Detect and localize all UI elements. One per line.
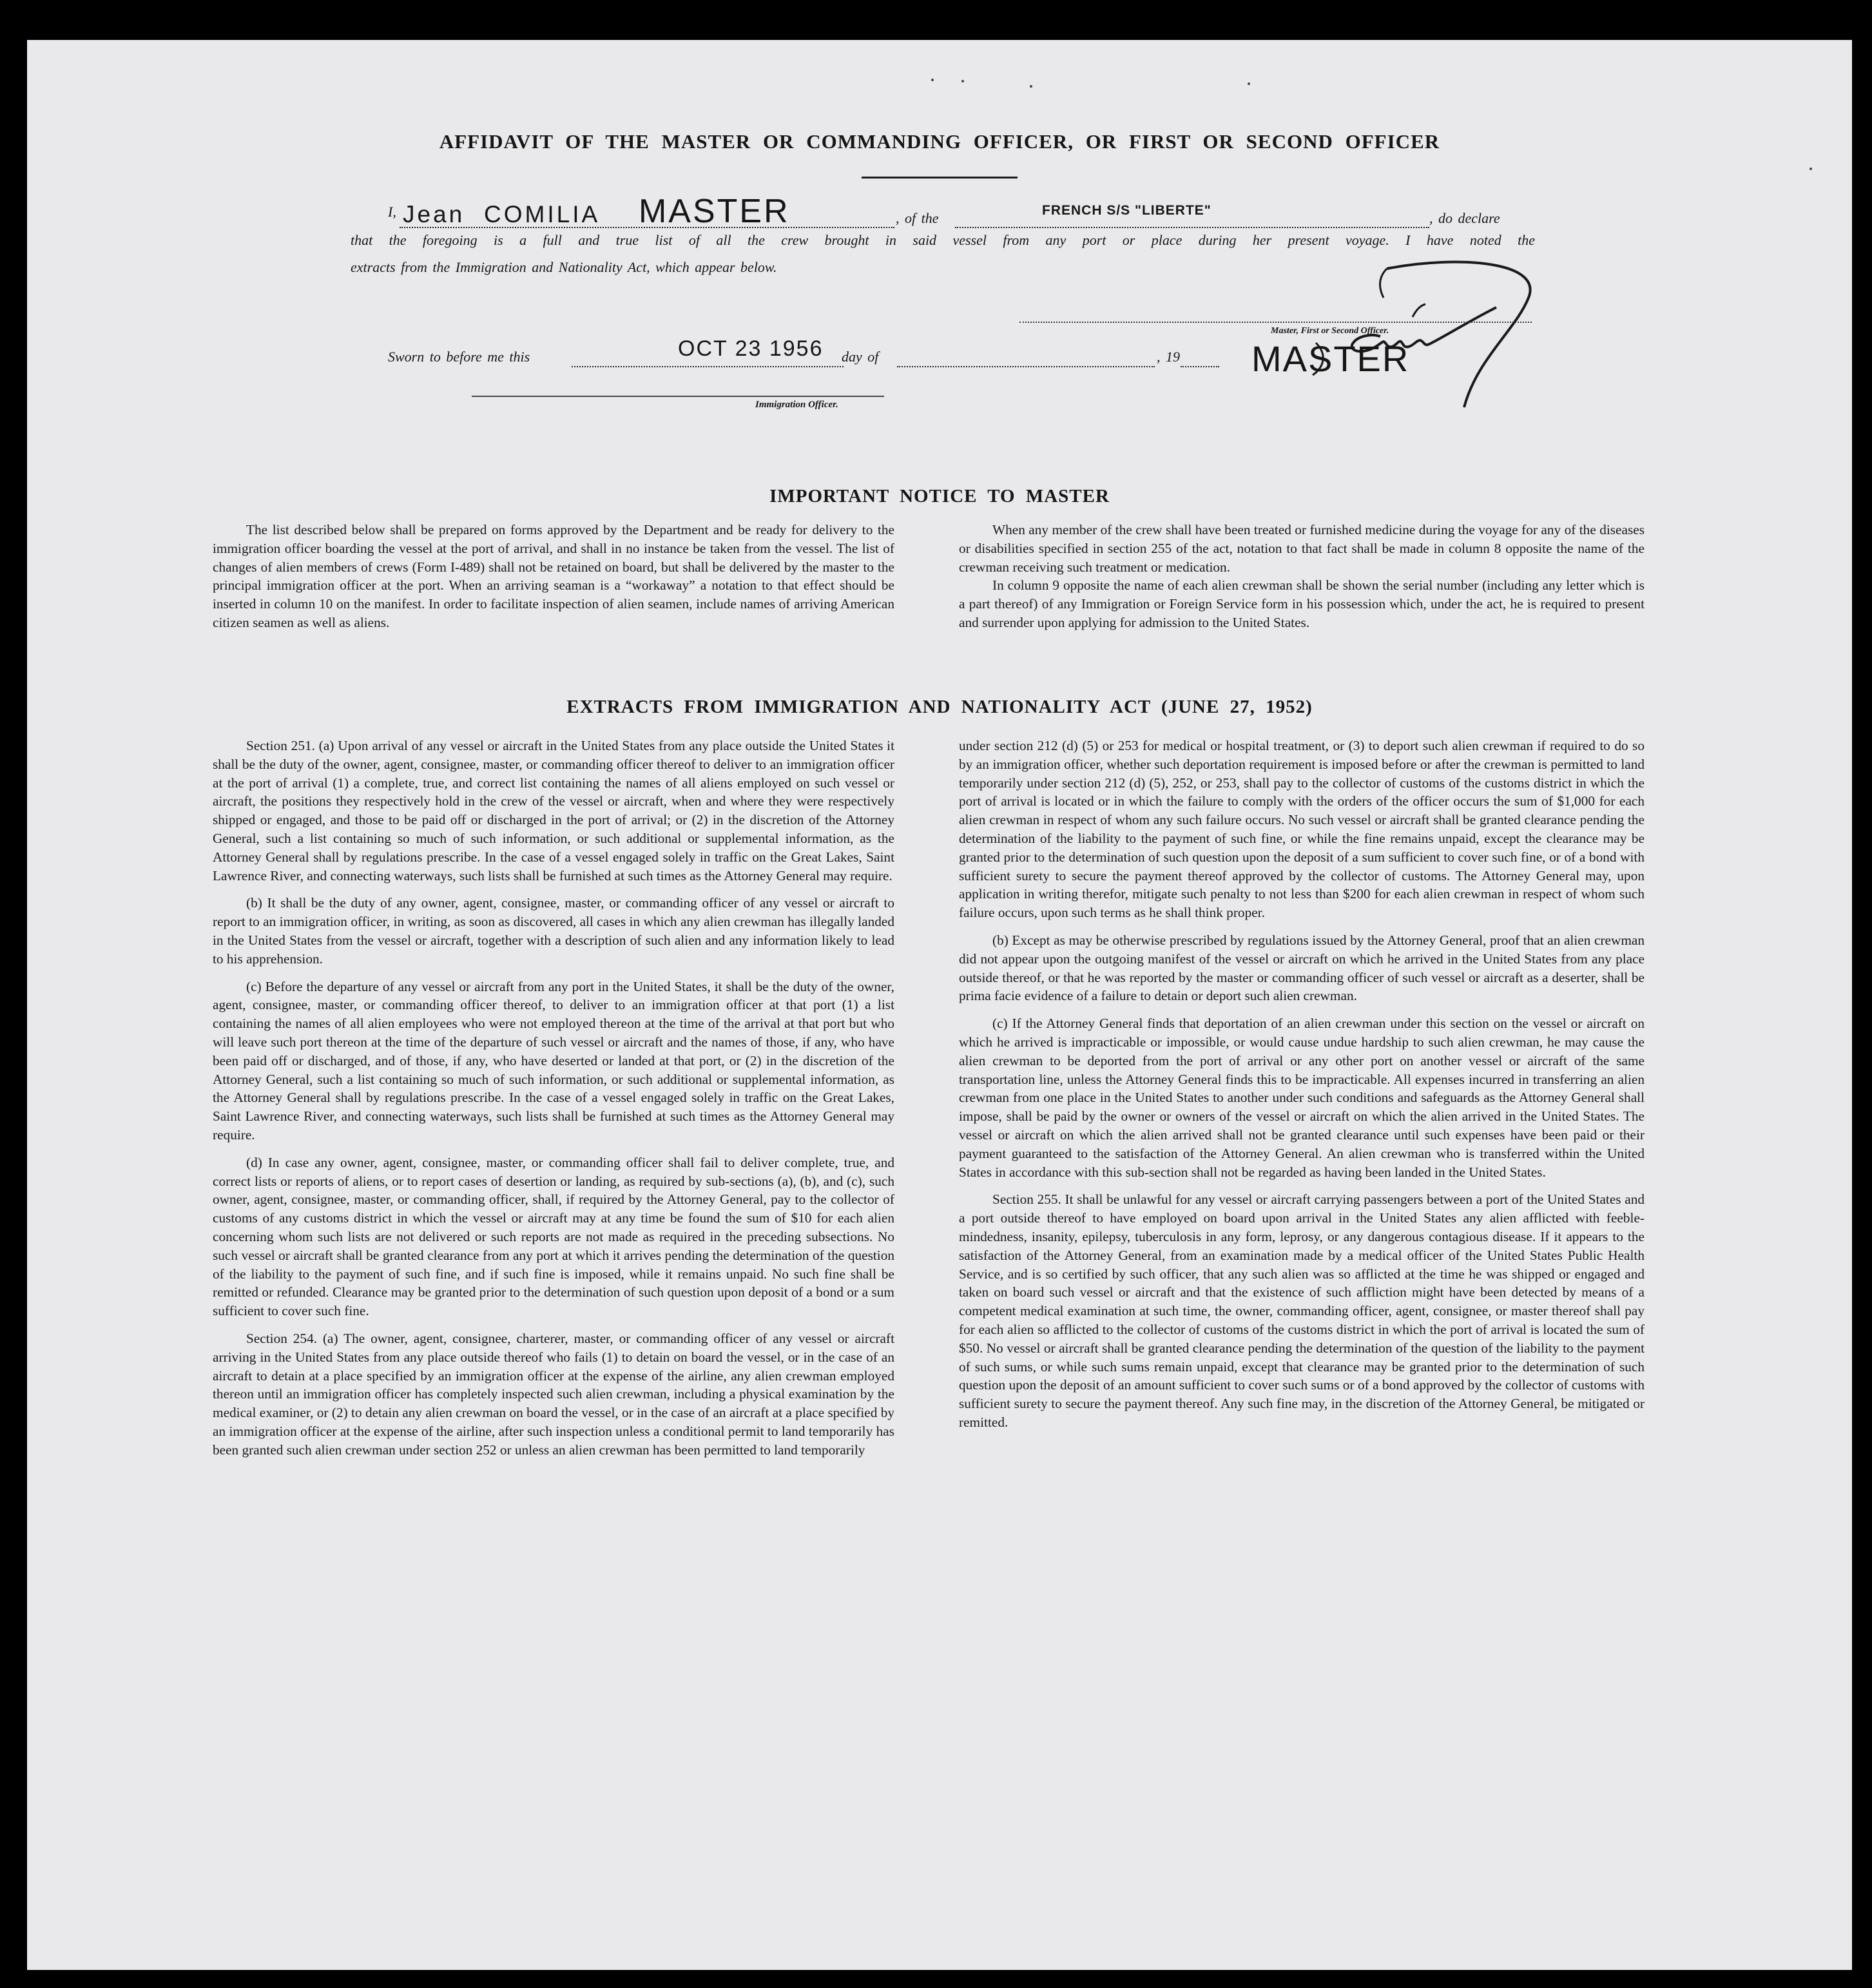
notice-right-paragraph-2: In column 9 opposite the name of each alien crewman shall be shown the serial number (including any letter which is a part thereof) of any Immigration or Foreign Service form in his possession which, under the act, he is required to present and surrender upon applying for admission to the United States.: [959, 577, 1645, 630]
declaration-of-the: , of the: [896, 210, 939, 226]
declaration-line-3: extracts from the Immigration and Nationality Act, which appear below.: [351, 259, 777, 275]
act-left-column: [213, 737, 894, 1459]
sworn-prefix: Sworn to before me this: [388, 349, 530, 365]
declaration-line-2: that the foregoing is a full and true list of all the crew brought in said vessel from any port or place during her present voyage. I have noted the: [351, 232, 1535, 248]
section-254c: (c) If the Attorney General finds that deportation of an alien crewman under this section on the vessel or aircraft on which he arrived is impracticable or impossible, or would cause undue hardship to such alien crewman, he may cause the alien crewman to be deported from the port of arrival or any other port on another vessel or aircraft of the same transportation line, unless the Attorney General finds this to be impracticable. All expenses incurred in transferring an alien crewman from one place in the United States to another under such conditions and safeguards as the Attorney General shall impose, shall be paid by the owner or owners of the vessel or aircraft on which the alien arrived in the United States. The vessel or aircraft on which the alien arrived shall not be granted clearance until such expenses have been paid or their payment guaranteed to the satisfaction of the Attorney General. An alien crewman who is transferred within the United States in accordance with this sub-section shall not be regarded as having been landed in the United States.: [959, 1016, 1645, 1180]
section-254b: (b) Except as may be otherwise prescribed by regulations issued by the Attorney General, proof that an alien crewman did not appear upon the outgoing manifest of the vessel or aircraft on which he arrived in the United States from any place outside thereof, or that he was reported by the master or commanding officer of such vessel or aircraft as a deserter, shall be prima facie evidence of a failure to detain or deport such alien crewman.: [959, 932, 1645, 1004]
section-251c: (c) Before the departure of any vessel or aircraft from any port in the United States, it shall be the duty of the owner, agent, consignee, master, or commanding officer thereof, to deliver to an immigration officer at that port (1) a list containing the names of all alien employees who were not employed thereon at the time of the arrival at that port but who will leave such port thereon at the time of the departure of such vessel or aircraft and the names of those, if any, who have been paid off or discharged, and of those, if any, who have deserted or landed at that port, or (2) in the discretion of the Attorney General, such a list containing so much of such information, or such additional or supplemental information, as the Attorney General shall by regulations prescribe. In the case of a vessel engaged solely in traffic on the Great Lakes, Saint Lawrence River, and connecting waterways, such lists shall be furnished at such times as the Attorney General may require.: [213, 978, 894, 1143]
section-251a: Section 251. (a) Upon arrival of any vessel or aircraft in the United States from any place outside the United States it shall be the duty of the owner, agent, consignee, master, or commanding officer thereof to deliver to an immigration officer at the port of arrival (1) a complete, true, and correct list containing the names of all aliens employed on such vessel or aircraft, the positions they respectively hold in the crew of the vessel or aircraft, when and where they were respectively shipped or engaged, and those to be paid off or discharged in the port of arrival; or (2) in the discretion of the Attorney General, such a list containing so much of such information, or such additional or supplemental information, as the Attorney General shall by regulations prescribe. In the case of a vessel engaged solely in traffic on the Great Lakes, Saint Lawrence River, and connecting waterways, such lists shall be furnished at such times as the Attorney General may require.: [213, 738, 894, 883]
section-254a-continued: under section 212 (d) (5) or 253 for medical or hospital treatment, or (3) to deport such alien crewman if required to do so by an immigration officer, whether such deportation requirement is imposed before or after the crewman is permitted to land temporarily under section 212 (d) (5), 252, or 253, shall pay to the collector of customs of the customs district in which the port of arrival is located or in which the failure to comply with the orders of the officer occurs the sum of $1,000 for each alien crewman in respect of whom any such failure occurs. No such vessel or aircraft shall be granted clearance pending the determination of the liability to the payment of such fine, or while the fine remains unpaid, except the clearance may be granted prior to the determination of such question upon the deposit of a sum sufficient to cover such fine, or of a bond with sufficient surety to secure the payment thereof approved by the collector of customs. The Attorney General may, upon application in writing therefor, mitigate such penalty to not less than $200 for each alien crewman in respect of whom such failure occurs, upon such terms as he shall think proper.: [959, 738, 1645, 921]
sworn-date-stamp: OCT 23 1956: [678, 336, 824, 361]
declarant-name-field: [403, 192, 790, 231]
signature-line: [1019, 322, 1532, 323]
vessel-fill-line: [955, 227, 1429, 228]
title-divider: [862, 177, 1018, 179]
section-251d: (d) In case any owner, agent, consignee, master, or commanding officer shall fail to deliver complete, true, and correct lists or reports of aliens, or to report cases of desertion or landing, as required by sub-sections (a), (b), and (c), such owner, agent, consignee, master, or commanding officer, shall, if required by the Attorney General, pay to the collector of customs of any customs district in which the vessel or aircraft may at any time be found the sum of $10 for each alien concerning whom such lists are not delivered or such reports are not made as required in the preceding subsections. No such vessel or aircraft shall be granted clearance from any port at which it arrives pending the determination of the question of the liability to the payment of such fine, and if such fine is imposed, while it remains unpaid. No such fine shall be remitted or refunded. Clearance may be granted prior to the determination of such question upon deposit of a bond or a sum sufficient to cover such fine.: [213, 1154, 894, 1319]
declarant-surname: COMILIA: [484, 201, 601, 227]
sworn-year-fill-line: [1181, 366, 1219, 367]
section-255: Section 255. It shall be unlawful for any vessel or aircraft carrying passengers between a port of the United States and a port outside thereof to have employed on board upon arrival in the United States any alien afflicted with feeble-mindedness, insanity, epilepsy, tuberculosis in any form, leprosy, or any dangerous contagious disease. If it appears to the satisfaction of the Attorney General, from an examination made by a medical officer of the United States Public Health Service, and is so certified by such officer, that any such alien was so afflicted at the time he was shipped or engaged and taken on board such vessel or aircraft and that the existence of such affliction might have been detected by means of a competent medical examination at such time, the owner, commanding officer, agent, consignee, or master thereof shall pay for each alien so afflicted to the collector of customs of the customs district in which the port of arrival is located the sum of $50. No vessel or aircraft shall be granted clearance pending the determination of the question of the liability to the payment of such sums, or while such sums remain unpaid, except that clearance may be granted prior to the determination of such question upon the deposit of an amount sufficient to cover such sums or of a bond approved by the collector of customs with sufficient surety to secure the payment thereof. Any such fine may, in the discretion of the Attorney General, be mitigated or remitted.: [959, 1192, 1645, 1430]
immigration-officer-caption: Immigration Officer.: [755, 400, 838, 410]
section-251b: (b) It shall be the duty of any owner, agent, consignee, master, or commanding officer of any vessel or aircraft to report to an immigration officer, in writing, as soon as discovered, all cases in which any alien crewman has illegally landed in the United States from the vessel or aircraft, together with a description of such alien and any information likely to lead to his apprehension.: [213, 895, 894, 967]
affidavit-title: AFFIDAVIT OF THE MASTER OR COMMANDING OFFICER, OR FIRST OR SECOND OFFICER: [439, 130, 1440, 153]
sworn-day-of: day of: [842, 349, 879, 365]
notice-right-column: [959, 521, 1645, 632]
scan-speck: [1248, 82, 1250, 85]
extracts-heading: EXTRACTS FROM IMMIGRATION AND NATIONALITY ACT (JUNE 27, 1952): [566, 697, 1313, 717]
sworn-date-fill-line: [572, 366, 844, 367]
section-254a: Section 254. (a) The owner, agent, consignee, charterer, master, or commanding officer of any vessel or aircraft arriving in the United States from any place outside thereof who fails (1) to detain on board the vessel, or in the case of an aircraft to detain at a place specified by an immigration officer at the expense of the airline, any alien crewman employed thereon until an immigration officer has completely inspected such alien crewman, including a physical examination by the medical examiner, or (2) to detain any alien crewman on board the vessel, or in the case of an aircraft at a place specified by an immigration officer at the expense of the airline, after such inspection unless a conditional permit to land temporarily has been granted such alien crewman under section 252 or unless an alien crewman has been permitted to land temporarily: [213, 1330, 894, 1458]
scan-speck: [1809, 168, 1812, 170]
immigration-officer-line: [472, 396, 884, 397]
sworn-month-fill-line: [897, 366, 1155, 367]
act-right-column: [959, 737, 1645, 1432]
declarant-rank: MASTER: [638, 193, 790, 230]
scan-speck: [931, 79, 934, 81]
declaration-do-declare: , do declare: [1429, 210, 1500, 226]
sworn-year-prefix: , 19: [1157, 349, 1180, 365]
scan-speck: [1030, 85, 1032, 88]
notice-left-paragraph: The list described below shall be prepared on forms approved by the Department and be ready for delivery to the immigration officer boarding the vessel at the port of arrival, and shall in no instance be taken from the vessel. The list of changes of alien members of crews (Form I-489) shall not be retained on board, but shall be delivered by the master to the principal immigration officer at the port. When an arriving seaman is a “workaway” a notation to that effect should be inserted in column 10 on the manifest. In order to facilitate inspection of alien seamen, include names of arriving American citizen seamen as well as aliens.: [213, 522, 894, 630]
declarant-first-name: Jean: [403, 201, 465, 227]
vessel-name: FRENCH S/S "LIBERTE": [1042, 203, 1211, 218]
declaration-prefix: I,: [388, 204, 396, 220]
signature-typed-rank: MASTER: [1251, 338, 1410, 379]
document-page: [27, 40, 1852, 1970]
notice-heading: IMPORTANT NOTICE TO MASTER: [769, 486, 1110, 507]
notice-left-column: [213, 521, 894, 632]
notice-right-paragraph-1: When any member of the crew shall have been treated or furnished medicine during the voyage for any of the diseases or disabilities specified in section 255 of the act, notation to that fact shall be made in column 8 opposite the name of the crewman receiving such treatment or medication.: [959, 522, 1645, 575]
scan-speck: [961, 80, 964, 82]
signature-caption: Master, First or Second Officer.: [1271, 326, 1389, 336]
name-fill-line: [400, 227, 894, 228]
